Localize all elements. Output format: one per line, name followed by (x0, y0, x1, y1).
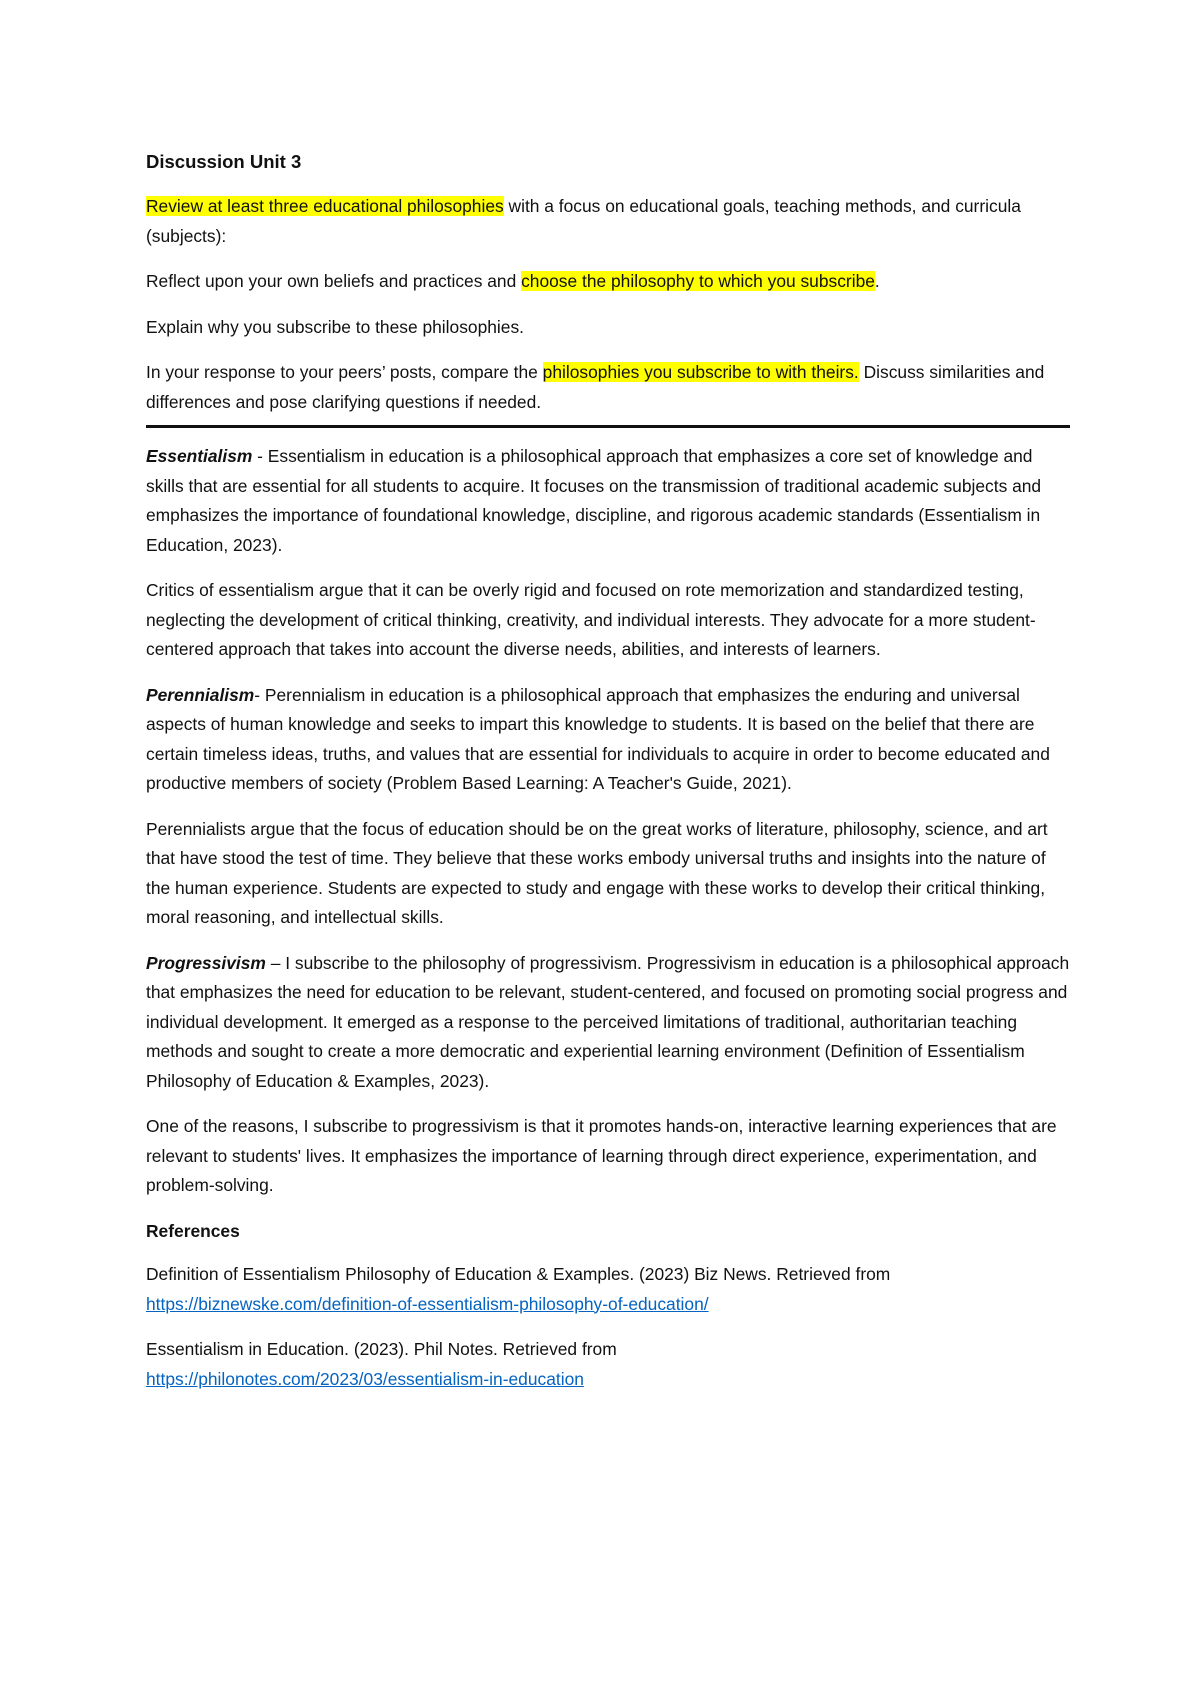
progressivism-definition (146, 949, 1070, 1097)
highlighted-text: philosophies you subscribe to with theirs. (542, 362, 859, 382)
prompt-paragraph-4 (146, 358, 1070, 417)
prompt-text: Discuss similarities and differences and pose clarifying questions if needed. (146, 362, 1045, 412)
prompt-paragraph-3: Explain why you subscribe to these philosophies. (146, 316, 524, 337)
section-divider (146, 425, 1070, 428)
essentialism-critics: Critics of essentialism argue that it can be overly rigid and focused on rote memorization and standardized testing, neglecting the development of critical thinking, creativity, and individual interests. They advocate for a more student-centered approach that takes into account the diverse needs, abilities, and interests of learners. (146, 580, 1036, 659)
prompt-text: Reflect upon your own beliefs and practices and (146, 271, 522, 291)
progressivism-reasons: One of the reasons, I subscribe to progressivism is that it promotes hands-on, interactive learning experiences that are relevant to students' lives. It emphasizes the importance of learning through direct experience, experimentation, and problem-solving. (146, 1116, 1057, 1195)
perennialism-term: Perennialism (146, 684, 255, 705)
reference-text: Definition of Essentialism Philosophy of Education & Examples. (2023) Biz News. Retrieved from (146, 1264, 891, 1284)
reference-link[interactable]: https://philonotes.com/2023/03/essentialism-in-education (146, 1368, 584, 1389)
highlighted-text: choose the philosophy to which you subscribe (521, 271, 875, 291)
prompt-text: . (874, 271, 880, 291)
prompt-text: with a focus on educational goals, teaching methods, and curricula (subjects): (146, 196, 1021, 246)
essentialism-definition (146, 442, 1070, 560)
progressivism-text: – I subscribe to the philosophy of progressivism. Progressivism in education is a philosophical approach that emphasizes the need for education to be relevant, student-centered, and focused on promoting social progress and individual development. It emerged as a response to the perceived limitations of traditional, authoritarian teaching methods and sought to create a more democratic and experiential learning environment (Definition of Essentialism Philosophy of Education & Examples, 2023). (146, 952, 1070, 1091)
references-list (146, 1260, 1070, 1394)
reference-item (146, 1260, 1070, 1319)
reference-text: Essentialism in Education. (2023). Phil Notes. Retrieved from (146, 1339, 617, 1359)
prompt-text: In your response to your peers’ posts, compare the (146, 362, 543, 382)
essentialism-term: Essentialism (146, 446, 253, 466)
references-heading: References (146, 1220, 240, 1241)
essentialism-text: - Essentialism in education is a philosophical approach that emphasizes a core set of knowledge and skills that are essential for all students to acquire. It focuses on the transmission of traditional academic subjects and emphasizes the importance of foundational knowledge, discipline, and rigorous academic standards (Essentialism in Education, 2023). (146, 446, 1042, 555)
prompt-paragraph-1 (146, 192, 1070, 251)
reference-item (146, 1335, 1070, 1394)
highlighted-text: Review at least three educational philosophies (146, 196, 504, 216)
reference-link[interactable]: https://biznewske.com/definition-of-essentialism-philosophy-of-education/ (146, 1293, 709, 1314)
perennialism-definition (146, 681, 1070, 799)
perennialism-detail: Perennialists argue that the focus of education should be on the great works of literature, philosophy, science, and art that have stood the test of time. They believe that these works embody universal truths and insights into the nature of the human experience. Students are expected to study and engage with these works to develop their critical thinking, moral reasoning, and intellectual skills. (146, 818, 1048, 927)
prompt-paragraph-2 (146, 267, 1070, 297)
page-title: Discussion Unit 3 (146, 151, 302, 172)
progressivism-term: Progressivism (146, 952, 266, 973)
perennialism-text: - Perennialism in education is a philosophical approach that emphasizes the enduring and universal aspects of human knowledge and seeks to impart this knowledge to students. It is based on the belief that there are certain timeless ideas, truths, and values that are essential for individuals to acquire in order to become educated and productive members of society (Problem Based Learning: A Teacher's Guide, 2021). (146, 684, 1050, 793)
